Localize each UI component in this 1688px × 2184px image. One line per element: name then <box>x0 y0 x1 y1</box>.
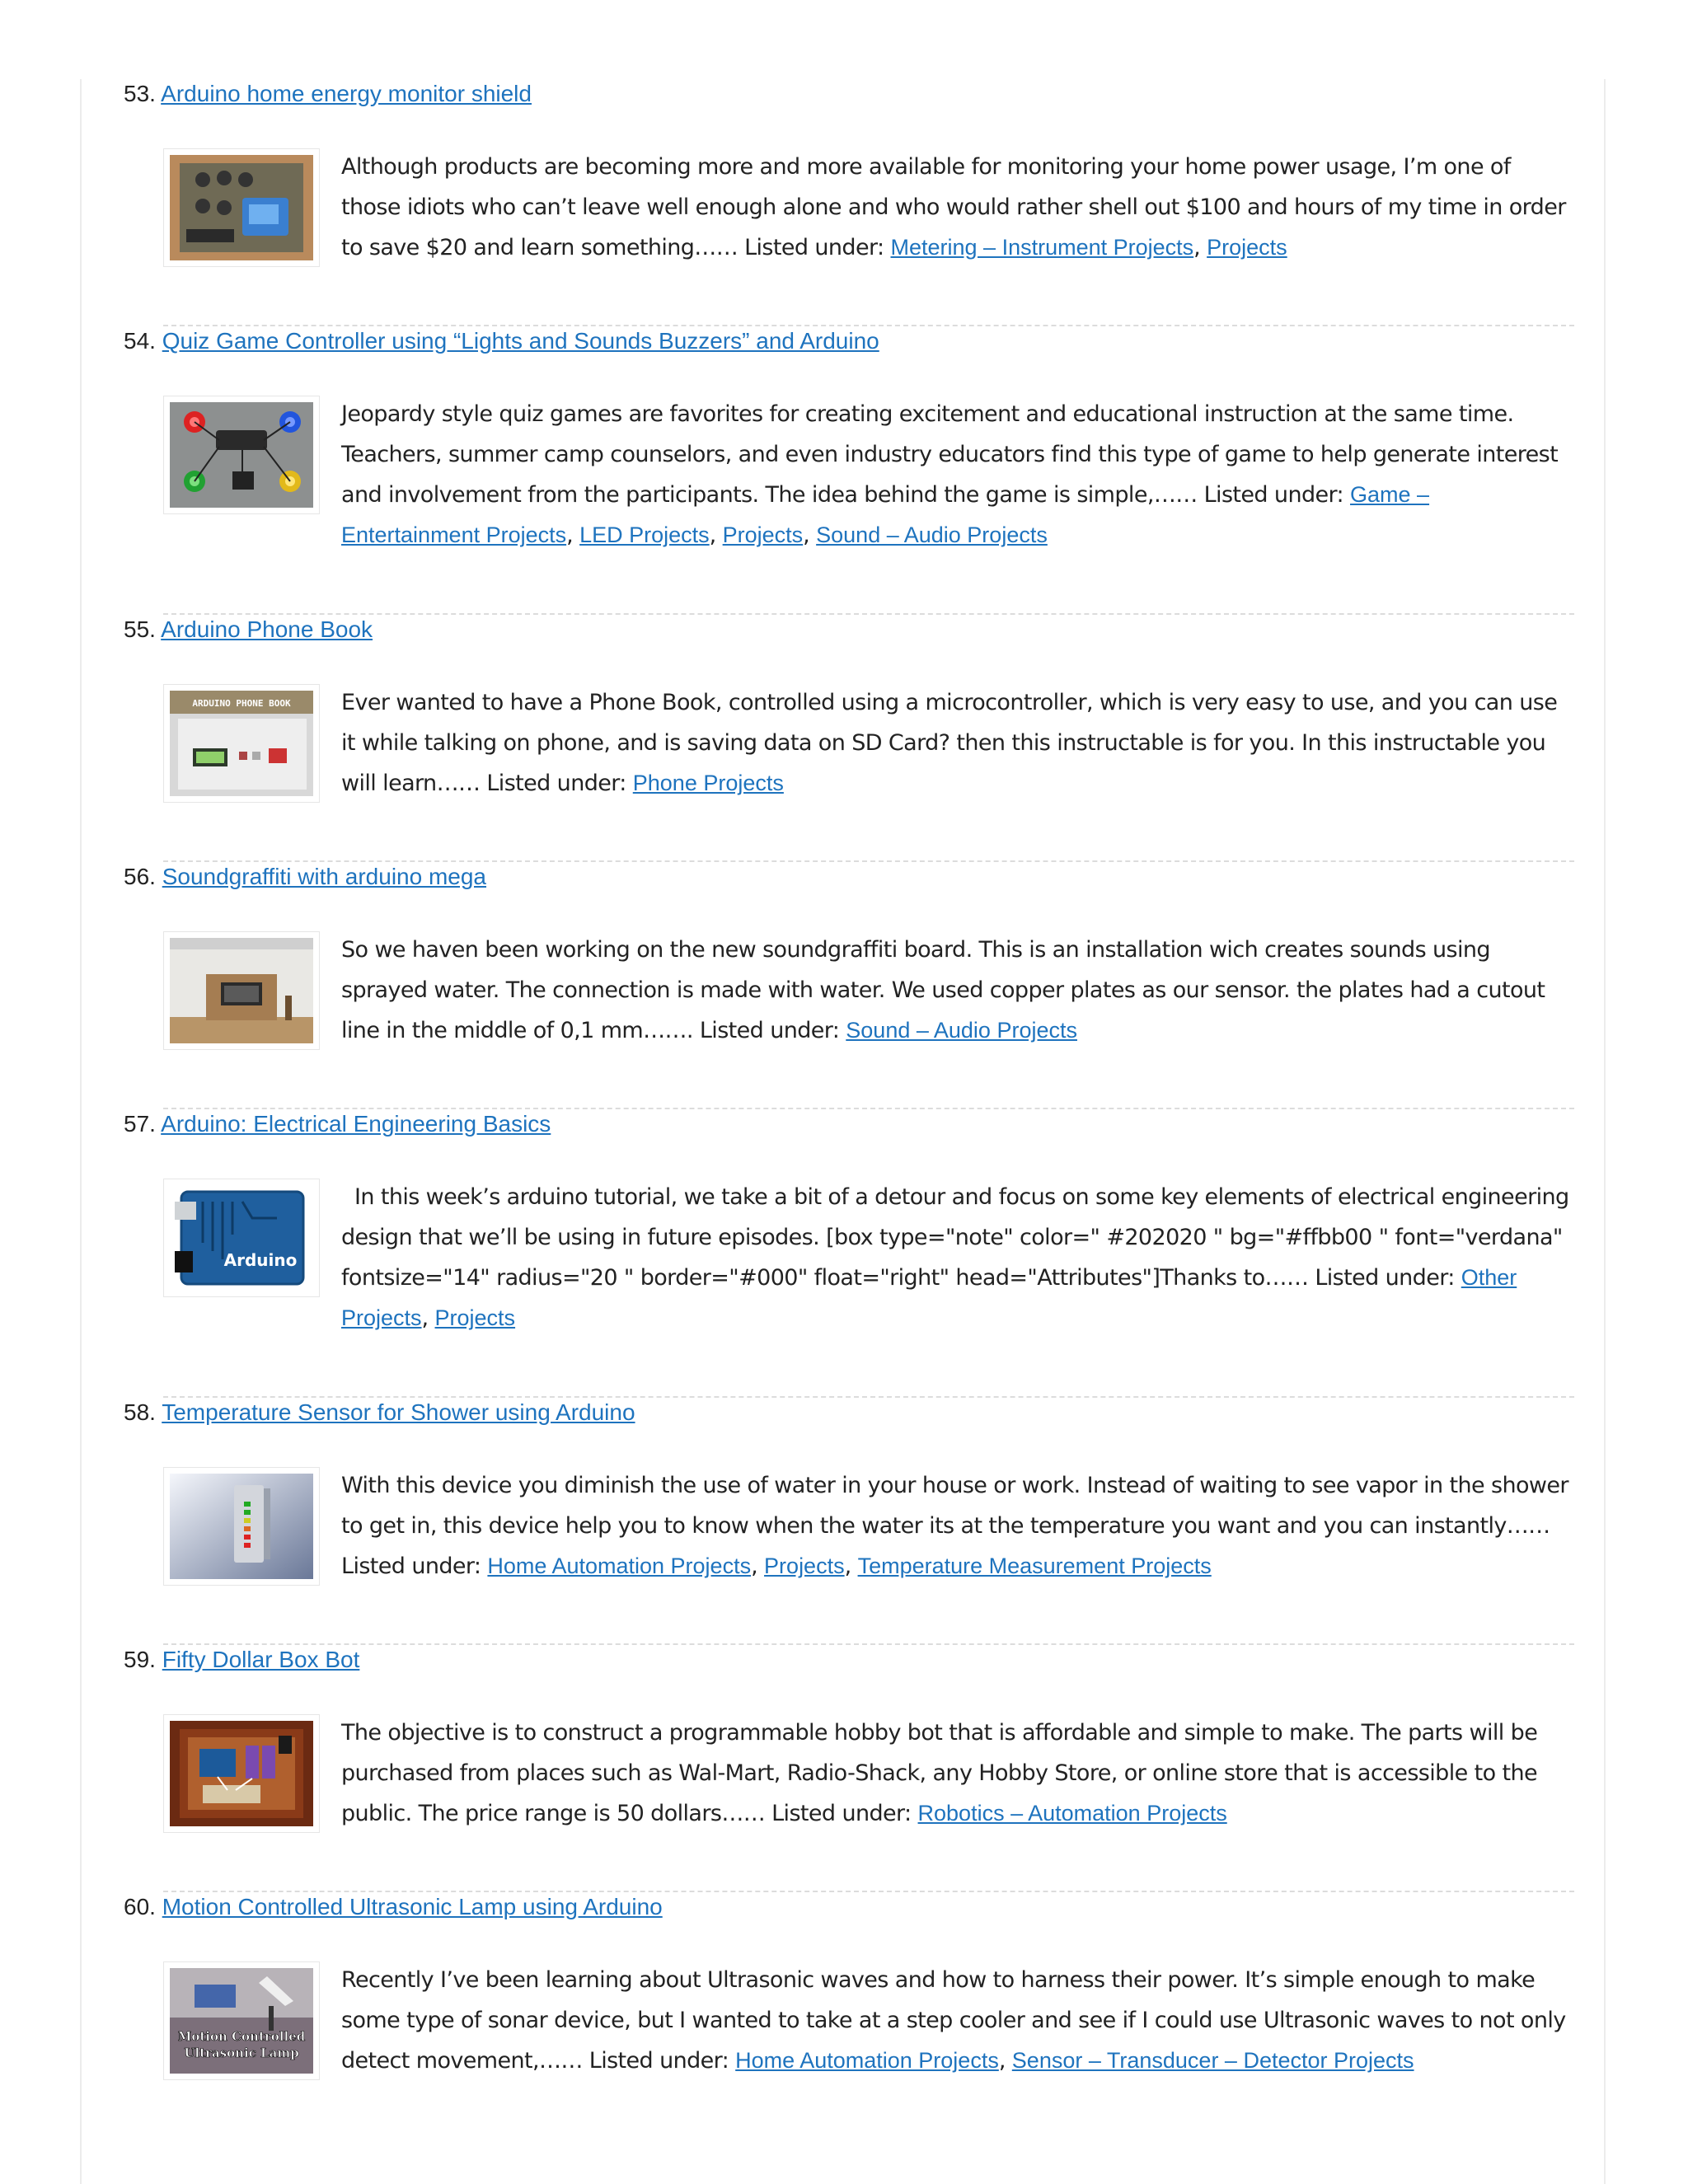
entry-title <box>124 862 486 892</box>
category-link[interactable]: Projects <box>1207 235 1287 260</box>
thumbnail-caption: ARDUINO PHONE BOOK <box>192 698 291 709</box>
phone-book-photo-icon <box>170 691 313 796</box>
category-link[interactable]: Projects <box>764 1554 845 1578</box>
category-link[interactable]: Home Automation Projects <box>487 1554 752 1578</box>
entry-description: With this device you diminish the use of water in your house or work. Instead of waiting to see vapor in the shower to get in, this device help you to know when the water its at the temperature you want and you can instantly…… Listed under: Home Automation Projects, Projects, Temperature Measurement Projects <box>341 1473 1568 1579</box>
entry-thumbnail[interactable] <box>163 396 320 514</box>
entry-description: So we haven been working on the new soundgraffiti board. This is an installation wich creates sounds using sprayed water. The connection is made with water. We used copper plates as our sensor. the plates had a cutout line in the middle of 0,1 mm……. Listed under: Sound – Audio Projects <box>341 937 1545 1043</box>
entry-thumbnail[interactable] <box>163 931 320 1050</box>
entry-title <box>124 1645 359 1675</box>
entry-description: In this week’s arduino tutorial, we take a bit of a detour and focus on some key elements of electrical engineering design that we’ll be using in future episodes. [box type="note" color=" #202020 " bg="#ffbb00 " font="verdana" fontsize="14" radius="20 " border="#000" float="right" head="Attributes"]Thanks to…… Listed under: Other Projects, Projects <box>341 1184 1576 1331</box>
entry-thumbnail[interactable] <box>163 684 320 803</box>
thumbnail-caption-line-1: Motion Controlled <box>177 2029 306 2044</box>
entry-number: 57. <box>124 1111 156 1137</box>
arduino-board-logo-icon <box>170 1185 313 1291</box>
entry-title-link[interactable]: Fifty Dollar Box Bot <box>162 1647 360 1672</box>
entry-title-link[interactable]: Arduino home energy monitor shield <box>161 81 532 106</box>
category-link[interactable]: Game – Entertainment Projects <box>341 482 1430 547</box>
entry-thumbnail[interactable] <box>163 148 320 267</box>
entry-title-link[interactable]: Soundgraffiti with arduino mega <box>162 864 487 889</box>
entry-thumbnail[interactable] <box>163 1179 320 1297</box>
entry-title <box>124 615 373 644</box>
category-link[interactable]: Projects <box>722 523 804 547</box>
category-link[interactable]: Temperature Measurement Projects <box>857 1554 1212 1578</box>
category-link[interactable]: Sensor – Transducer – Detector Projects <box>1011 2048 1414 2073</box>
buzzers-photo-icon <box>170 402 313 508</box>
entry-title-link[interactable]: Arduino: Electrical Engineering Basics <box>161 1111 551 1137</box>
entry-title <box>124 1109 551 1139</box>
entry-title-link[interactable]: Quiz Game Controller using “Lights and Sounds Buzzers” and Arduino <box>162 328 879 354</box>
lamp-photo-icon <box>170 1968 313 2074</box>
thumbnail-caption: Arduino <box>223 1250 298 1270</box>
entry-title <box>124 326 879 356</box>
category-link[interactable]: Metering – Instrument Projects <box>890 235 1194 260</box>
entry-title-link[interactable]: Arduino Phone Book <box>161 616 373 642</box>
entry-title <box>124 79 532 109</box>
box-bot-photo-icon <box>170 1721 313 1826</box>
entry-description: Ever wanted to have a Phone Book, controlled using a microcontroller, which is very easy to use, and you can use it while talking on phone, and is saving data on SD Card? then this instructable is for you. In this instructable you will learn…… Listed under: Phone Projects <box>341 690 1558 796</box>
entry-thumbnail[interactable] <box>163 1467 320 1586</box>
entry-number: 60. <box>124 1894 156 1919</box>
entry-description: The objective is to construct a programmable hobby bot that is affordable and simple to make. The parts will be purchased from places such as Wal-Mart, Radio-Shack, any Hobby Store, or online store that is accessible to the public. The price range is 50 dollars…… Listed under: Robotics – Automation Projects <box>341 1720 1538 1826</box>
circuit-board-photo-icon <box>170 155 313 260</box>
category-link[interactable]: Robotics – Automation Projects <box>917 1801 1227 1825</box>
category-link[interactable]: Sound – Audio Projects <box>816 523 1048 547</box>
entry-title <box>124 1398 635 1427</box>
divider <box>163 1643 1574 1645</box>
category-link[interactable]: LED Projects <box>579 523 710 547</box>
entry-title <box>124 1892 663 1922</box>
divider <box>163 613 1574 615</box>
entry-number: 53. <box>124 81 156 106</box>
entry-number: 58. <box>124 1399 156 1425</box>
entry-title-link[interactable]: Temperature Sensor for Shower using Arduino <box>162 1399 635 1425</box>
category-link[interactable]: Phone Projects <box>632 771 784 795</box>
entry-thumbnail[interactable] <box>163 1714 320 1833</box>
sensor-render-icon <box>170 1474 313 1579</box>
entry-number: 59. <box>124 1647 156 1672</box>
category-link[interactable]: Other Projects <box>341 1265 1517 1330</box>
entry-number: 54. <box>124 328 156 354</box>
page-border-left <box>80 79 82 2184</box>
entry-title-link[interactable]: Motion Controlled Ultrasonic Lamp using Arduino <box>162 1894 663 1919</box>
category-link[interactable]: Sound – Audio Projects <box>846 1018 1077 1043</box>
entry-number: 56. <box>124 864 156 889</box>
category-link[interactable]: Home Automation Projects <box>735 2048 999 2073</box>
entry-number: 55. <box>124 616 156 642</box>
entry-description: Although products are becoming more and more available for monitoring your home power usage, I’m one of those idiots who can’t leave well enough alone and who would rather shell out $100 and hours of my time in order to save $20 and learn something…… Listed under: Metering – Instrument Projects, Projects <box>341 154 1566 260</box>
installation-photo-icon <box>170 938 313 1043</box>
category-link[interactable]: Projects <box>434 1305 516 1330</box>
entry-description: Jeopardy style quiz games are favorites for creating excitement and educational instruction at the same time. Teachers, summer camp counselors, and even industry educators find this type of game to help generate interest and involvement from the participants. The idea behind the game is simple,…… Listed under: Game – Entertainment Projects, LED Projects, Projects, Sound – Audio Projects <box>341 401 1559 548</box>
entry-description: Recently I’ve been learning about Ultrasonic waves and how to harness their power. It’s simple enough to make some type of sonar device, but I wanted to take at a step cooler and see if I could use Ultrasonic waves to not only detect movement,…… Listed under: Home Automation Projects, Sensor – Transducer – Detector Projects <box>341 1967 1566 2074</box>
entry-thumbnail[interactable] <box>163 1961 320 2080</box>
thumbnail-caption-line-2: Ultrasonic Lamp <box>184 2046 299 2060</box>
page-border-right <box>1604 79 1606 2184</box>
